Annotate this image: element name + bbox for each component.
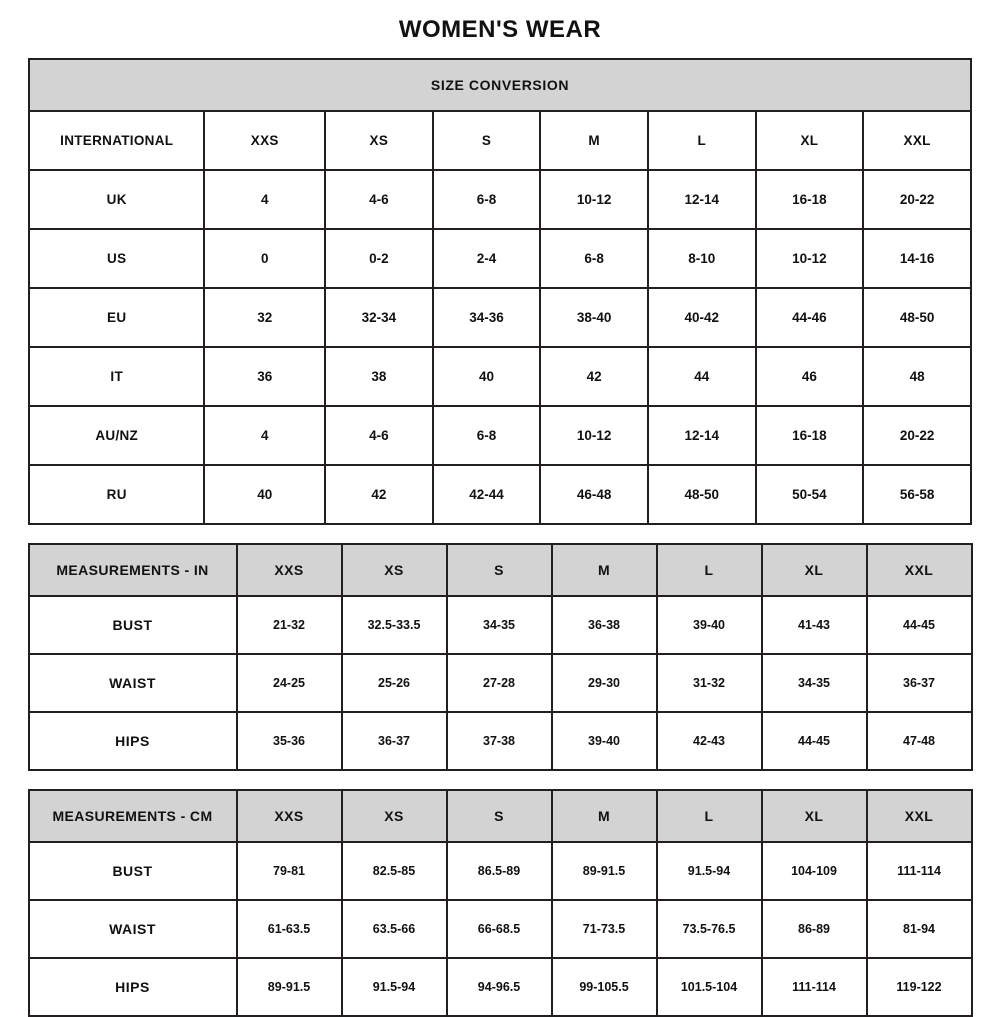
table-cell: 73.5-76.5	[657, 900, 762, 958]
table-cell: 4-6	[325, 406, 433, 465]
column-header-international: INTERNATIONAL	[29, 111, 204, 170]
size-conversion-table	[28, 58, 972, 525]
row-label: BUST	[29, 842, 237, 900]
table-row	[29, 654, 972, 712]
table-cell: 35-36	[237, 712, 342, 770]
table-cell: 50-54	[756, 465, 864, 524]
table-row	[29, 229, 971, 288]
table-cell: 4-6	[325, 170, 433, 229]
table-cell: 14-16	[863, 229, 971, 288]
table-row	[29, 596, 972, 654]
table-cell: 21-32	[237, 596, 342, 654]
column-header-xl: XL	[762, 544, 867, 596]
table-cell: 44-46	[756, 288, 864, 347]
row-label: WAIST	[29, 900, 237, 958]
table-cell: 0-2	[325, 229, 433, 288]
measurements-inches-table	[28, 543, 973, 771]
column-header-xs: XS	[342, 790, 447, 842]
row-label: HIPS	[29, 958, 237, 1016]
table-row	[29, 288, 971, 347]
table-cell: 34-35	[762, 654, 867, 712]
column-header-l: L	[648, 111, 756, 170]
page-title: WOMEN'S WEAR	[398, 16, 602, 43]
row-label: UK	[29, 170, 204, 229]
table-cell: 86.5-89	[447, 842, 552, 900]
table-cell: 91.5-94	[342, 958, 447, 1016]
table-cell: 71-73.5	[552, 900, 657, 958]
table-row	[29, 900, 972, 958]
table-cell: 86-89	[762, 900, 867, 958]
table-cell: 16-18	[756, 170, 864, 229]
table-row	[29, 170, 971, 229]
table-cell: 42-44	[433, 465, 541, 524]
column-header-xxs: XXS	[237, 544, 342, 596]
table-row	[29, 958, 972, 1016]
table-cell: 32-34	[325, 288, 433, 347]
table-cell: 44-45	[867, 596, 972, 654]
table-cell: 79-81	[237, 842, 342, 900]
table-cell: 44-45	[762, 712, 867, 770]
table-cell: 8-10	[648, 229, 756, 288]
table-cell: 46	[756, 347, 864, 406]
table-cell: 48-50	[648, 465, 756, 524]
table-cell: 42	[540, 347, 648, 406]
column-header-xxl: XXL	[863, 111, 971, 170]
table-cell: 6-8	[540, 229, 648, 288]
table-cell: 12-14	[648, 170, 756, 229]
table-cell: 40	[204, 465, 325, 524]
table-cell: 27-28	[447, 654, 552, 712]
size-conversion-banner: SIZE CONVERSION	[29, 59, 971, 111]
table-cell: 16-18	[756, 406, 864, 465]
table-cell: 10-12	[756, 229, 864, 288]
table-cell: 94-96.5	[447, 958, 552, 1016]
table-row	[29, 406, 971, 465]
table-cell: 56-58	[863, 465, 971, 524]
table-cell: 36-38	[552, 596, 657, 654]
row-label: HIPS	[29, 712, 237, 770]
table-cell: 119-122	[867, 958, 972, 1016]
table-cell: 29-30	[552, 654, 657, 712]
table-cell: 42	[325, 465, 433, 524]
row-label: US	[29, 229, 204, 288]
table-cell: 20-22	[863, 170, 971, 229]
table-cell: 89-91.5	[552, 842, 657, 900]
table-cell: 2-4	[433, 229, 541, 288]
table-cell: 12-14	[648, 406, 756, 465]
column-header-s: S	[447, 544, 552, 596]
table-cell: 38-40	[540, 288, 648, 347]
table-header-row	[29, 790, 972, 842]
column-header-s: S	[447, 790, 552, 842]
table-cell: 34-35	[447, 596, 552, 654]
table-cell: 10-12	[540, 406, 648, 465]
table-cell: 39-40	[657, 596, 762, 654]
table-cell: 111-114	[762, 958, 867, 1016]
row-label: BUST	[29, 596, 237, 654]
row-label: RU	[29, 465, 204, 524]
row-label: AU/NZ	[29, 406, 204, 465]
table-cell: 89-91.5	[237, 958, 342, 1016]
table-cell: 42-43	[657, 712, 762, 770]
table-cell: 36-37	[342, 712, 447, 770]
table-cell: 46-48	[540, 465, 648, 524]
table-cell: 38	[325, 347, 433, 406]
table-cell: 101.5-104	[657, 958, 762, 1016]
table-row	[29, 347, 971, 406]
row-label: WAIST	[29, 654, 237, 712]
column-header-xxl: XXL	[867, 544, 972, 596]
table-cell: 40	[433, 347, 541, 406]
column-header-measurements-in: MEASUREMENTS - IN	[29, 544, 237, 596]
table-cell: 32.5-33.5	[342, 596, 447, 654]
table-cell: 0	[204, 229, 325, 288]
table-row	[29, 465, 971, 524]
table-cell: 66-68.5	[447, 900, 552, 958]
column-header-m: M	[552, 544, 657, 596]
table-cell: 10-12	[540, 170, 648, 229]
table-cell: 39-40	[552, 712, 657, 770]
table-cell: 4	[204, 406, 325, 465]
table-header-row	[29, 111, 971, 170]
table-cell: 63.5-66	[342, 900, 447, 958]
column-header-xl: XL	[756, 111, 864, 170]
table-cell: 104-109	[762, 842, 867, 900]
column-header-s: S	[433, 111, 541, 170]
table-cell: 41-43	[762, 596, 867, 654]
table-cell: 6-8	[433, 406, 541, 465]
column-header-l: L	[657, 790, 762, 842]
table-row	[29, 842, 972, 900]
table-cell: 47-48	[867, 712, 972, 770]
table-cell: 37-38	[447, 712, 552, 770]
table-cell: 99-105.5	[552, 958, 657, 1016]
table-cell: 34-36	[433, 288, 541, 347]
table-cell: 44	[648, 347, 756, 406]
table-cell: 36	[204, 347, 325, 406]
table-cell: 25-26	[342, 654, 447, 712]
column-header-xs: XS	[342, 544, 447, 596]
table-cell: 4	[204, 170, 325, 229]
table-row	[29, 712, 972, 770]
table-cell: 6-8	[433, 170, 541, 229]
table-banner-row	[29, 59, 971, 111]
column-header-xl: XL	[762, 790, 867, 842]
table-cell: 82.5-85	[342, 842, 447, 900]
measurements-cm-table	[28, 789, 973, 1017]
table-cell: 91.5-94	[657, 842, 762, 900]
table-cell: 61-63.5	[237, 900, 342, 958]
table-cell: 31-32	[657, 654, 762, 712]
table-cell: 48	[863, 347, 971, 406]
table-cell: 111-114	[867, 842, 972, 900]
column-header-xs: XS	[325, 111, 433, 170]
column-header-measurements-cm: MEASUREMENTS - CM	[29, 790, 237, 842]
table-cell: 81-94	[867, 900, 972, 958]
row-label: EU	[29, 288, 204, 347]
table-header-row	[29, 544, 972, 596]
column-header-l: L	[657, 544, 762, 596]
column-header-xxs: XXS	[204, 111, 325, 170]
column-header-xxl: XXL	[867, 790, 972, 842]
row-label: IT	[29, 347, 204, 406]
table-cell: 24-25	[237, 654, 342, 712]
table-cell: 36-37	[867, 654, 972, 712]
table-cell: 32	[204, 288, 325, 347]
column-header-xxs: XXS	[237, 790, 342, 842]
column-header-m: M	[540, 111, 648, 170]
table-cell: 48-50	[863, 288, 971, 347]
column-header-m: M	[552, 790, 657, 842]
table-cell: 20-22	[863, 406, 971, 465]
table-cell: 40-42	[648, 288, 756, 347]
